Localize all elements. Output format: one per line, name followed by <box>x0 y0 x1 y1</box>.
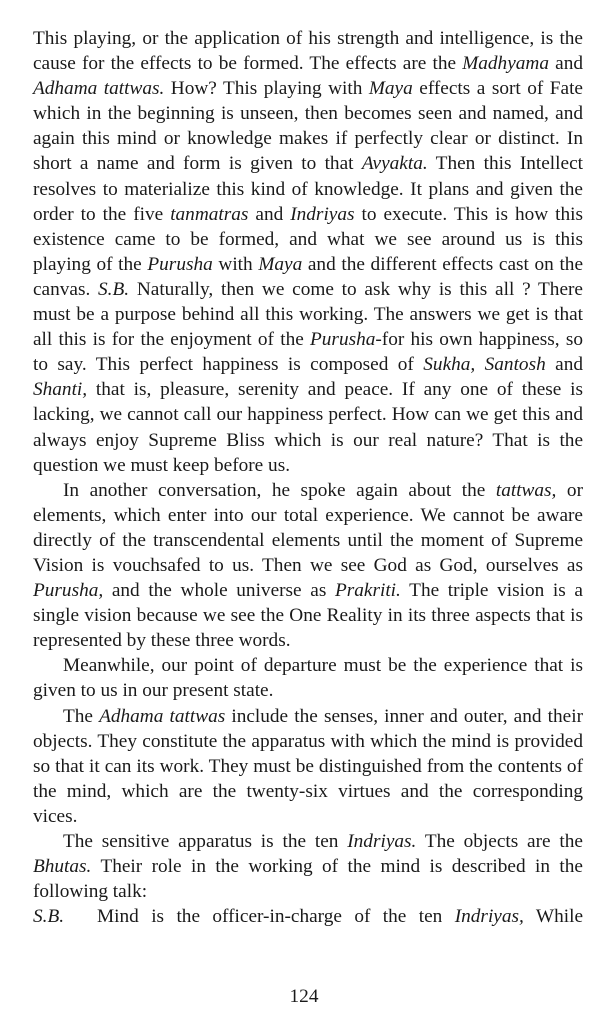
italic-term: Bhutas. <box>33 856 92 878</box>
text-run: Mind is the officer-in-charge of the ten <box>97 906 455 928</box>
paragraph <box>33 829 583 904</box>
text-run: While <box>523 906 583 928</box>
italic-term: Sukha, Santosh <box>423 354 546 376</box>
italic-term: Indriyas. <box>347 831 417 852</box>
italic-term: Adhama tattwas <box>99 705 226 727</box>
paragraph <box>33 26 583 478</box>
text-run: Meanwhile, our point of departure must be the experience that is given to us in our present state. <box>33 655 583 702</box>
page-number: 124 <box>289 986 319 1007</box>
text-run: and the different effects cast on the canvas. <box>33 253 583 300</box>
text-run: or elements, which enter into our total experience. We cannot be aware directly of the transcendental elements until the moment of Supreme Vision is vouchsafed to us. Then we see God as God, ourselves as <box>33 479 583 576</box>
text-run: and <box>548 53 583 75</box>
text-run: and <box>545 354 583 376</box>
italic-term: Avyakta. <box>361 153 428 175</box>
paragraph <box>33 653 583 703</box>
text-run: with <box>212 253 259 275</box>
paragraph <box>33 478 583 654</box>
italic-term: Shanti, <box>33 379 88 401</box>
text-run: include the senses, inner and outer, and their objects. They constitute the apparatus with which the mind is provided so that it can its work. They must be distinguished from the contents of the mind, which are the twenty-six virtues and the corresponding vices. <box>33 705 583 827</box>
text-run: In another conversation, he spoke again about the <box>63 479 496 501</box>
italic-term: S.B. <box>98 278 130 300</box>
text-run: that is, pleasure, serenity and peace. If any one of these is lacking, we cannot call our happiness perfect. How can we get this and always enjoy Supreme Bliss which is our real nature? That is the question we must keep before us. <box>33 379 583 476</box>
text-run: The <box>63 705 100 727</box>
italic-term: Maya <box>258 253 303 275</box>
text-run: to execute. This is how this existence came to be formed, and what we see around us is this playing of the <box>33 203 583 275</box>
text-run: This playing, or the application of his strength and intelligence, is the cause for the effects to be formed. The effects are the <box>33 28 583 75</box>
italic-term: Prakriti. <box>334 580 401 602</box>
text-run: Then this Intellect resolves to materialize this kind of knowledge. It plans and given the order to the five <box>33 153 583 225</box>
italic-term: Indriyas <box>290 203 355 225</box>
italic-term: Maya <box>368 78 413 100</box>
italic-term: Indriyas, <box>454 906 524 928</box>
italic-term: tattwas, <box>495 479 557 501</box>
text-run: and the whole universe as <box>103 580 335 602</box>
text-run: effects a sort of Fate which in the beginning is unseen, then becomes seen and named, and again this mind or knowledge makes if perfectly clear or distinct. In short a name and form is given to that <box>33 78 583 175</box>
book-page-body <box>33 26 583 929</box>
text-run: The objects are the <box>416 831 583 852</box>
italic-term: Madhyama <box>462 53 549 75</box>
italic-term: tanmatras <box>170 203 249 225</box>
text-run: The sensitive apparatus is the ten <box>63 831 348 852</box>
text-run: The triple vision is a single vision because we see the One Reality in its three aspects that is represented by these three words. <box>33 580 583 652</box>
italic-term: Purusha, <box>33 580 104 602</box>
paragraph <box>33 904 583 929</box>
text-run: How? This playing with <box>164 78 369 100</box>
italic-term: Adhama tattwas. <box>33 78 165 100</box>
text-run: and <box>248 203 291 225</box>
speaker-label: S.B. <box>33 906 65 928</box>
paragraph <box>33 704 583 829</box>
italic-term: Purusha <box>147 253 213 275</box>
text-run: Their role in the working of the mind is described in the following talk: <box>33 856 583 903</box>
italic-term: Purusha <box>310 329 376 351</box>
text-run: Naturally, then we come to ask why is this all ? There must be a purpose behind all this working. The answers we get is that all this is for the enjoyment of the <box>33 278 583 351</box>
text-run: -for his own happiness, so to say. This perfect happiness is composed of <box>33 329 583 376</box>
